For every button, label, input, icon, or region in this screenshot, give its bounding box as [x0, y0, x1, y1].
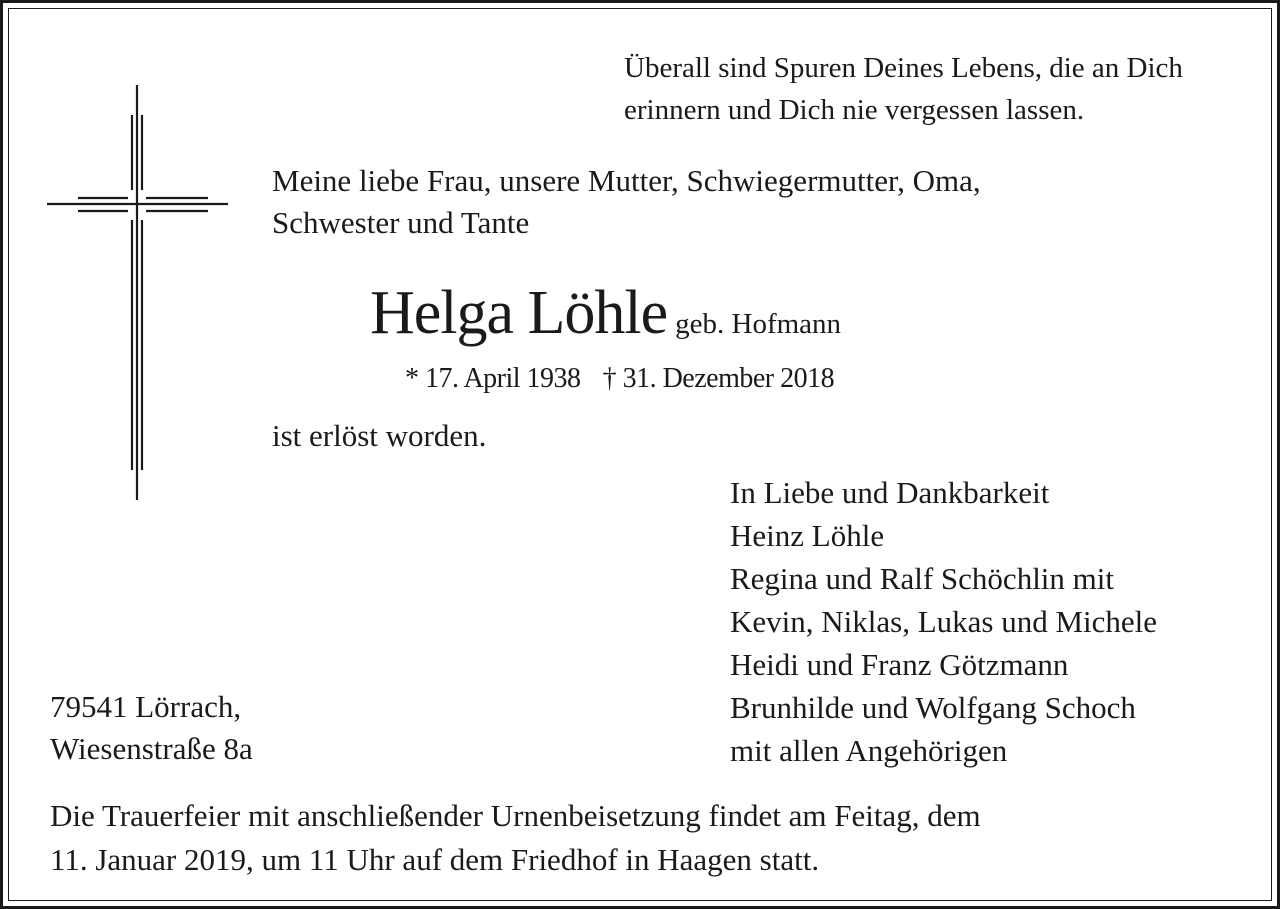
birth-date: * 17. April 1938 [405, 363, 581, 394]
family-line: Heidi und Franz Götzmann [730, 647, 1069, 682]
birth-name: geb. Hofmann [675, 308, 842, 340]
intro-line: Schwester und Tante [272, 205, 530, 240]
family-signature [730, 471, 1157, 772]
cross-icon [40, 80, 240, 510]
service-line: 11. Januar 2019, um 11 Uhr auf dem Friedhof in Haagen statt. [50, 842, 820, 877]
address-block [50, 686, 253, 770]
intro-text [272, 160, 981, 244]
released-text: ist erlöst worden. [272, 418, 487, 453]
family-line: Heinz Löhle [730, 518, 885, 553]
family-line: In Liebe und Dankbarkeit [730, 475, 1050, 510]
motto-verse [624, 47, 1183, 131]
deceased-name: Helga Löhle [370, 279, 668, 347]
address-line: Wiesenstraße 8a [50, 731, 253, 766]
family-line: Brunhilde und Wolfgang Schoch [730, 690, 1136, 725]
family-line: mit allen Angehörigen [730, 733, 1008, 768]
life-dates [405, 358, 834, 400]
deceased-name-block [370, 278, 841, 349]
family-line: Kevin, Niklas, Lukas und Michele [730, 604, 1158, 639]
intro-line: Meine liebe Frau, unsere Mutter, Schwiegermutter, Oma, [272, 163, 981, 198]
address-line: 79541 Lörrach, [50, 689, 242, 724]
service-line: Die Trauerfeier mit anschließender Urnenbeisetzung findet am Feitag, dem [50, 798, 981, 833]
motto-line: Überall sind Spuren Deines Lebens, die an Dich [624, 52, 1183, 84]
family-line: Regina und Ralf Schöchlin mit [730, 561, 1115, 596]
death-date: † 31. Dezember 2018 [602, 363, 835, 394]
motto-line: erinnern und Dich nie vergessen lassen. [624, 94, 1085, 126]
funeral-service-note [50, 794, 981, 882]
